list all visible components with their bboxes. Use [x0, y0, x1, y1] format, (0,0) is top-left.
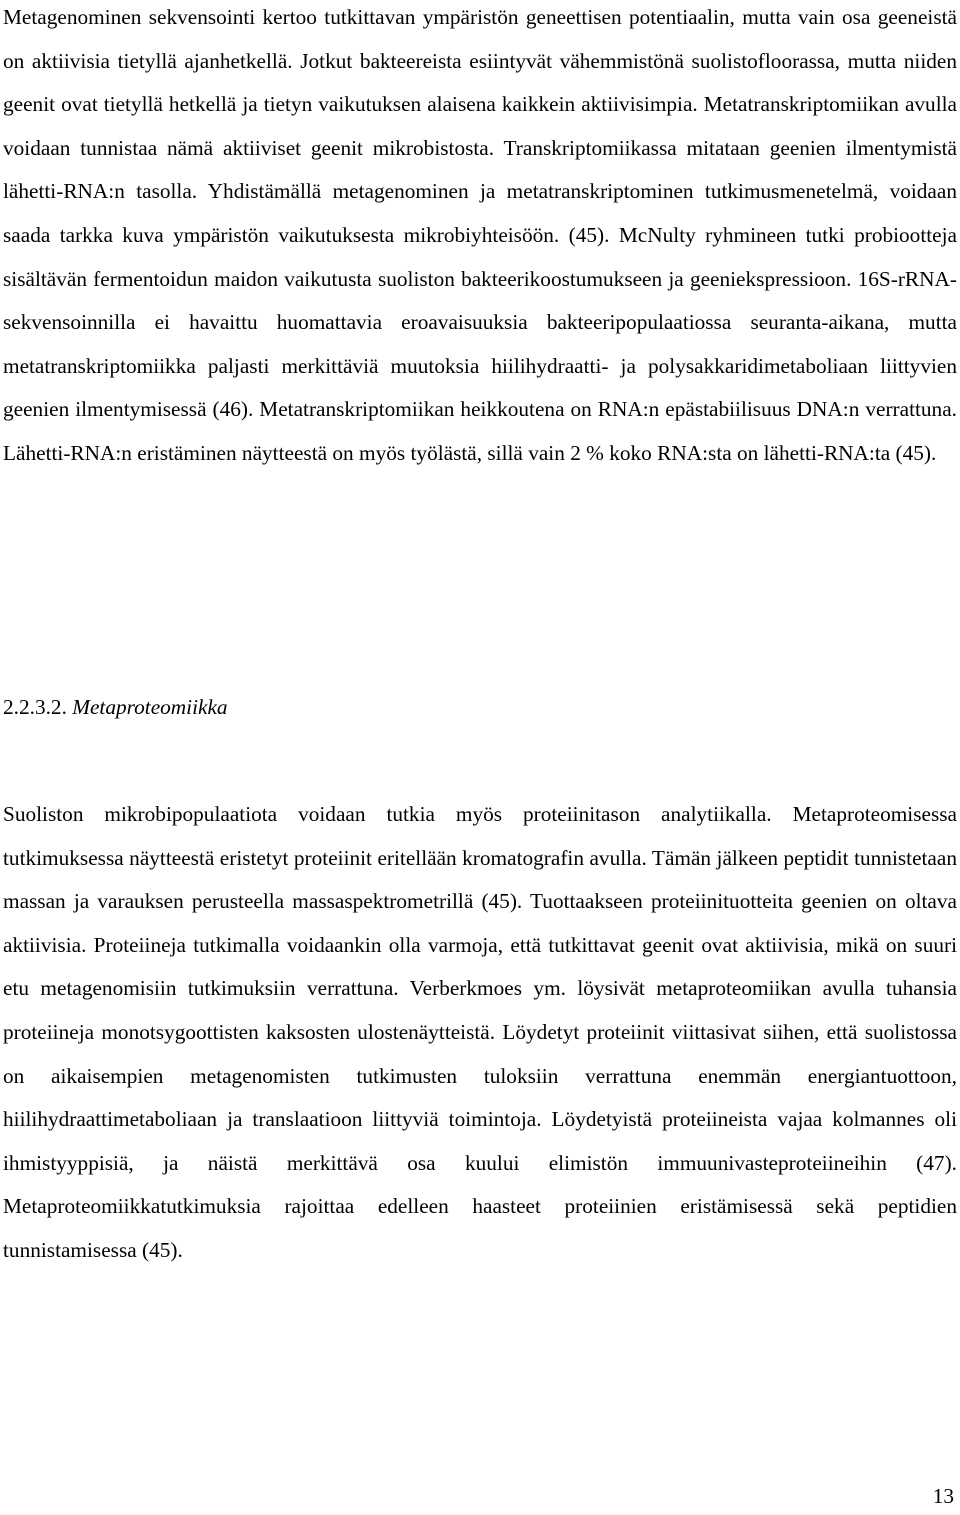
section-number: 2.2.3.2.	[3, 695, 67, 719]
body-paragraph-metatranscriptomics: Metagenominen sekvensointi kertoo tutkittavan ympäristön geneettisen potentiaalin, mutta vain osa geeneistä on aktiivisia tietyllä ajanhetkellä. Jotkut bakteereista esiintyvät vähemmistönä suolistofloorassa, mutta niiden geenit ovat tietyllä hetkellä ja tietyn vaikutuksen alaisena kaikkein aktiivisimpia. Metatranskriptomiikan avulla voidaan tunnistaa nämä aktiiviset geenit mikrobistosta. Transkriptomiikassa mitataan geenien ilmentymistä lähetti-RNA:n tasolla. Yhdistämällä metagenominen ja metatranskriptominen tutkimusmenetelmä, voidaan saada tarkka kuva ympäristön vaikutuksesta mikrobiyhteisöön. (45). McNulty ryhmineen tutki probiootteja sisältävän fermentoidun maidon vaikutusta suoliston bakteerikoostumukseen ja geeniekspressioon. 16S-rRNA-sekvensoinnilla ei havaittu huomattavia eroavaisuuksia bakteeripopulaatiossa seuranta-aikana, mutta metatranskriptomiikka paljasti merkittäviä muutoksia hiilihydraatti- ja polysakkaridimetaboliaan liittyvien geenien ilmentymisessä (46). Metatranskriptomiikan heikkoutena on RNA:n epästabiilisuus DNA:n verrattuna. Lähetti-RNA:n eristäminen näytteestä on myös työlästä, sillä vain 2 % koko RNA:sta on lähetti-RNA:ta (45).	[3, 5, 957, 465]
section-title: Metaproteomiikka	[72, 695, 228, 719]
body-paragraph-metaproteomics: Suoliston mikrobipopulaatiota voidaan tutkia myös proteiinitason analytiikalla. Metaproteomisessa tutkimuksessa näytteestä eristetyt proteiinit eritellään kromatografin avulla. Tämän jälkeen peptidit tunnistetaan massan ja varauksen perusteella massaspektrometrillä (45). Tuottaakseen proteiinituotteita geenien on oltava aktiivisia. Proteiineja tutkimalla voidaankin olla varmoja, että tutkittavat geenit ovat aktiivisia, mikä on suuri etu metagenomisiin tutkimuksiin verrattuna. Verberkmoes ym. löysivät metaproteomiikan avulla tuhansia proteiineja monotsygoottisten kaksosten ulostenäytteistä. Löydetyt proteiinit viittasivat siihen, että suolistossa on aikaisempien metagenomisten tutkimusten tuloksiin verrattuna enemmän energiantuottoon, hiilihydraattimetaboliaan ja translaatioon liittyviä toimintoja. Löydetyistä proteiineista vajaa kolmannes oli ihmistyyppisiä, ja näistä merkittävä osa kuului elimistön immuunivasteproteiineihin (47). Metaproteomiikkatutkimuksia rajoittaa edelleen haasteet proteiinien eristämisessä sekä peptidien tunnistamisessa (45).	[3, 802, 957, 1262]
page-number: 13	[932, 1484, 954, 1508]
section-heading	[3, 686, 228, 730]
